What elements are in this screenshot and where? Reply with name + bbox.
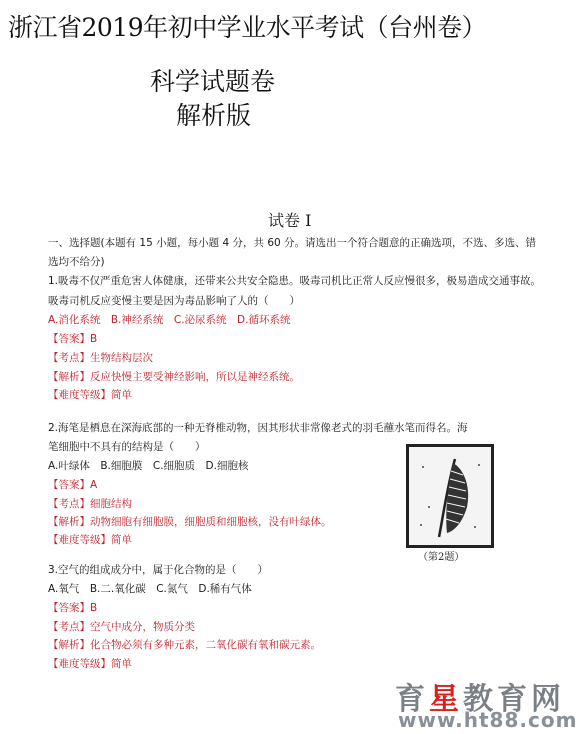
question-3-answer: 【答案】B xyxy=(48,602,98,614)
question-3-stem: 3.空气的组成成分中，属于化合物的是（ ） xyxy=(48,564,269,576)
document-version: 解析版 xyxy=(176,101,252,130)
question-3-difficulty: 【难度等级】简单 xyxy=(48,658,132,670)
instructions-line-2: 选均不给分) xyxy=(48,256,105,268)
question-2-answer: 【答案】A xyxy=(48,479,98,491)
instructions-line-1: 一、选择题(本题有 15 小题，每小题 4 分，共 60 分。请选出一个符合题意的正确选项，不选、多选、错 xyxy=(48,237,537,249)
question-3-point: 【考点】空气中成分，物质分类 xyxy=(48,621,195,633)
question-2-stem-line-2: 笔细胞中不具有的结构是（ ） xyxy=(48,441,206,453)
question-2-difficulty: 【难度等级】简单 xyxy=(48,534,132,546)
question-1-analysis: 【解析】反应快慢主要受神经影响，所以是神经系统。 xyxy=(48,371,300,383)
question-1-stem-line-1: 1.吸毒不仅严重危害人体健康，还带来公共安全隐患。吸毒司机比正常人反应慢很多，极易造成交通事故。 xyxy=(48,275,542,287)
watermark-brand-left: 育 xyxy=(395,682,429,717)
section-title: 试卷 I xyxy=(268,211,312,230)
question-3-options: A.氧气 B.二.氧化碳 C.氮气 D.稀有气体 xyxy=(48,583,252,595)
question-1-answer: 【答案】B xyxy=(48,333,98,345)
sea-pen-illustration-icon xyxy=(409,447,491,545)
question-1-options: A.消化系统 B.神经系统 C.泌尿系统 D.循环系统 xyxy=(48,314,291,326)
question-1-difficulty: 【难度等级】简单 xyxy=(48,389,132,401)
watermark-url: www.ht88.com xyxy=(398,708,578,732)
question-2-stem-line-1: 2.海笔是栖息在深海底部的一种无脊椎动物，因其形状非常像老式的羽毛蘸水笔而得名。海 xyxy=(48,422,468,434)
question-2-analysis: 【解析】动物细胞有细胞膜，细胞质和细胞核，没有叶绿体。 xyxy=(48,516,332,528)
question-2-options: A.叶绿体 B.细胞膜 C.细胞质 D.细胞核 xyxy=(48,460,249,472)
sea-pen-figure xyxy=(406,444,494,548)
question-3-analysis: 【解析】化合物必须有多种元素，二氧化碳有氧和碳元素。 xyxy=(48,639,321,651)
watermark-brand-star: 星 xyxy=(429,682,463,717)
watermark-brand-right: 教育网 xyxy=(463,682,565,717)
question-2-point: 【考点】细胞结构 xyxy=(48,498,132,510)
question-1-stem-line-2: 吸毒司机反应变慢主要是因为毒品影响了人的（ ） xyxy=(48,295,300,307)
document-subtitle: 科学试题卷 xyxy=(150,67,276,96)
question-1-point: 【考点】生物结构层次 xyxy=(48,352,153,364)
figure-caption: （第2题） xyxy=(418,552,465,563)
document-title: 浙江省2019年初中学业水平考试（台州卷） xyxy=(8,13,487,42)
